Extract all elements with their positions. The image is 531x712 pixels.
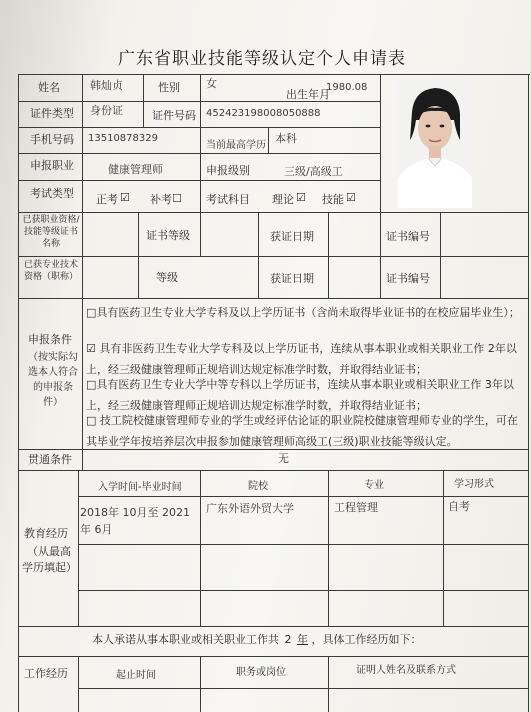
col-line [328, 470, 329, 626]
table-border [18, 74, 530, 75]
col-line [200, 74, 201, 256]
gender-label: 性别 [158, 81, 180, 94]
exam-subject-theory: 理论 [272, 193, 294, 206]
row-line [18, 256, 528, 257]
id-type-label: 证件类型 [30, 107, 74, 120]
col-line [78, 656, 79, 712]
col-line [380, 74, 381, 298]
col-line [200, 656, 201, 712]
phone-value: 13510878329 [88, 133, 158, 144]
edu-label: 当前最高学历 [206, 140, 266, 151]
edu-row1-major: 工程管理 [334, 501, 378, 514]
work-label: 工作经历 [24, 667, 68, 680]
exam-subject-skill: 技能 [322, 193, 344, 206]
exam-type-first-check: ☑ [120, 191, 130, 204]
edu-col-school: 院校 [248, 481, 268, 492]
row-line [18, 180, 380, 181]
edu-row1-time: 2018年 10月至 2021年 6月 [80, 506, 190, 536]
col-line [328, 212, 329, 298]
edu-value: 本科 [275, 132, 297, 145]
row-line [18, 127, 380, 128]
exam-type-first: 正考 [96, 193, 118, 206]
applicant-photo [398, 80, 472, 208]
exam-type-label: 考试类型 [30, 187, 74, 200]
conditions-hint: （按实际勾选本人符合的申报条件） [28, 352, 78, 408]
education-hint: （从最高学历填起） [22, 545, 77, 574]
col-line [268, 127, 269, 153]
occupation-value: 健康管理师 [108, 163, 163, 176]
row-line [18, 153, 380, 154]
id-no-label: 证件号码 [152, 109, 196, 122]
phone-label: 手机号码 [30, 133, 74, 146]
id-no-value: 452423198008050888 [206, 108, 321, 119]
birth-value: 1980.08 [326, 82, 368, 93]
tech-no-label: 证书编号 [386, 272, 430, 285]
edu-col-time: 入学时间-毕业时间 [98, 482, 182, 493]
occupation-label: 申报职业 [30, 159, 74, 172]
exam-subject-label: 考试科目 [206, 193, 250, 206]
row-line [78, 688, 528, 689]
edu-row1-school: 广东外语外贸大学 [206, 502, 294, 515]
col-line [143, 74, 144, 128]
col-line [258, 212, 259, 298]
exam-subject-skill-check: ☑ [346, 191, 356, 204]
condition-item: □具有医药卫生专业大学中等专科以上学历证书，连续从事本职业或相关职业工作 3年以上，经三级健康管理师正规培训达规定标准学时数，并取得结业证书； [86, 378, 514, 412]
level-value: 三级/高级工 [284, 165, 343, 178]
id-type-value: 身份证 [90, 104, 123, 117]
table-border [528, 74, 529, 712]
work-col-witness: 证明人姓名及联系方式 [356, 665, 456, 676]
penetrate-label: 贯通条件 [28, 453, 72, 466]
name-label: 姓名 [38, 81, 60, 94]
cert-level-label: 证书等级 [146, 229, 190, 242]
commitment-suffix: ，具体工作经历如下： [311, 633, 422, 646]
col-line [443, 470, 444, 626]
row-line [18, 656, 528, 657]
row-line [78, 590, 528, 591]
row-line [18, 298, 528, 299]
tech-date-label: 获证日期 [270, 272, 314, 285]
row-line [18, 470, 528, 471]
row-line [78, 544, 528, 545]
col-line [440, 212, 441, 298]
penetrate-value: 无 [278, 452, 289, 465]
form-title: 广东省职业技能等级认定个人申请表 [118, 49, 406, 69]
exam-subject-theory-check: ☑ [296, 191, 306, 204]
condition-item: □ 技工院校健康管理师专业的学生或经评估论证的职业院校健康管理师专业的学生，可在其毕业学年按培养层次申报参加健康管理师高级工(三级)职业技能等级认定。 [86, 414, 518, 448]
level-label: 申报级别 [206, 164, 250, 177]
col-line [78, 470, 79, 626]
condition-item: ☑ 具有非医药卫生专业大学专科及以上学历证书，连续从事本职业或相关职业工作 2年以上，经三级健康管理师正规培训达规定标准学时数，并取得结业证书； [86, 342, 517, 376]
commitment-line [92, 634, 422, 647]
edu-row1-form: 自考 [448, 500, 470, 513]
tech-title-label: 已获专业技术资格（职称） [23, 260, 78, 282]
col-line [138, 212, 139, 298]
table-border [18, 74, 19, 712]
row-line [18, 212, 528, 213]
gender-value: 女 [206, 77, 217, 90]
tech-level-label: 等级 [156, 271, 178, 284]
education-label: 教育经历 [24, 527, 68, 540]
cert-obtained-label: 已获职业资格/技能等级证书名称 [22, 215, 80, 249]
conditions-label: 申报条件 [28, 333, 72, 346]
commitment-years: 2 [284, 633, 292, 646]
col-line [200, 470, 201, 626]
col-line [328, 656, 329, 712]
exam-type-retake: 补考 [150, 193, 172, 206]
edu-col-major: 专业 [364, 480, 384, 491]
exam-type-retake-box: ☐ [172, 192, 182, 205]
col-line [82, 298, 83, 449]
name-value: 韩灿贞 [90, 79, 123, 92]
condition-item: □具有医药卫生专业大学专科及以上学历证书（含尚未取得毕业证书的在校应届毕业生）； [86, 306, 520, 319]
row-line [18, 626, 528, 627]
col-line [82, 449, 83, 470]
edu-col-form: 学习形式 [454, 479, 494, 490]
commitment-unit: 年 [297, 633, 308, 646]
cert-no-label: 证书编号 [386, 230, 430, 243]
cert-date-label: 获证日期 [270, 230, 314, 243]
work-col-post: 职务或岗位 [236, 667, 286, 678]
col-line [82, 74, 83, 298]
work-col-time: 起止时间 [116, 670, 156, 681]
row-line [78, 496, 528, 497]
commitment-prefix: 本人承诺从事本职业或相关职业工作共 [92, 633, 279, 646]
birth-label: 出生年月 [286, 88, 330, 101]
